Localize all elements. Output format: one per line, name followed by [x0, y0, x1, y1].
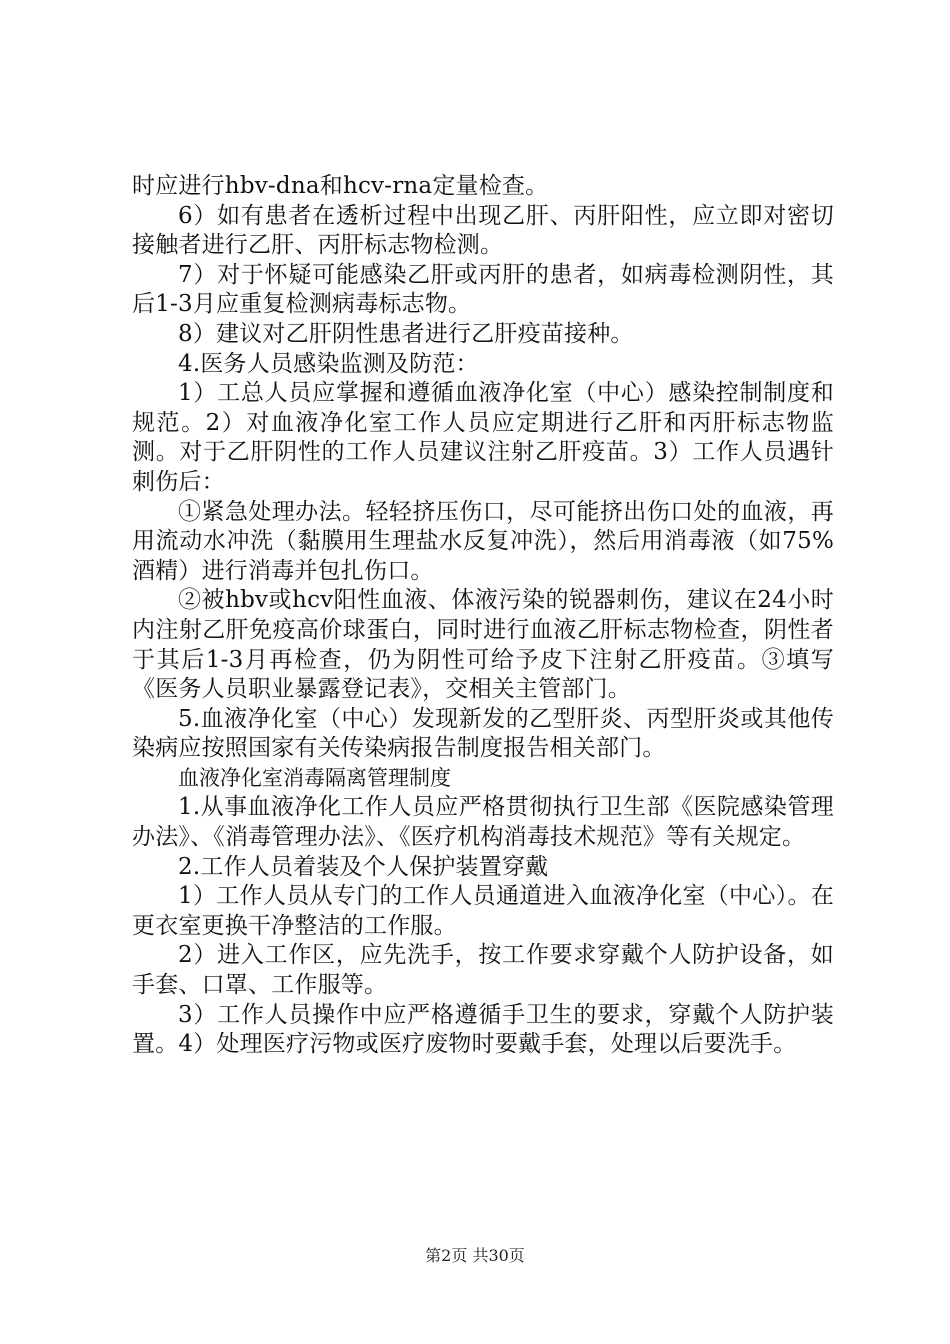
paragraph-4: 8）建议对乙肝阴性患者进行乙肝疫苗接种。: [178, 320, 634, 347]
paragraph-12: 1）工作人员从专门的工作人员通道进入血液净化室（中心）。在更衣室更换干净整洁的工作服。: [132, 883, 834, 939]
paragraph-5: 4.医务人员感染监测及防范：: [178, 350, 479, 377]
paragraph-1: 时应进行hbv-dna和hcv-rna定量检查。: [132, 173, 549, 199]
paragraph-7: ①紧急处理办法。轻轻挤压伤口，尽可能挤出伤口处的血液，再用流动水冲洗（黏膜用生理盐水反复冲洗），然后用消毒液（如75%酒精）进行消毒并包扎伤口。: [132, 498, 834, 584]
page-number-footer: 第2页 共30页: [425, 1246, 525, 1265]
paragraph-14: 3）工作人员操作中应严格遵循手卫生的要求，穿戴个人防护装置。4）处理医疗污物或医疗废物时要戴手套，处理以后要洗手。: [132, 1001, 834, 1058]
paragraph-13: 2）进入工作区，应先洗手，按工作要求穿戴个人防护设备，如手套、口罩、工作服等。: [132, 942, 834, 999]
paragraph-3: 7）对于怀疑可能感染乙肝或丙肝的患者，如病毒检测阴性，其后1-3月应重复检测病毒标志物。: [132, 261, 834, 318]
document-body: [132, 172, 834, 1060]
section-title: 血液净化室消毒隔离管理制度: [178, 765, 451, 790]
paragraph-6: 1）工总人员应掌握和遵循血液净化室（中心）感染控制制度和规范。2）对血液净化室工作人员应定期进行乙肝和丙肝标志物监测。对于乙肝阴性的工作人员建议注射乙肝疫苗。3）工作人员遇针刺伤后：: [132, 380, 834, 495]
paragraph-9: 5.血液净化室（中心）发现新发的乙型肝炎、丙型肝炎或其他传染病应按照国家有关传染病报告制度报告相关部门。: [132, 705, 834, 762]
paragraph-11: 2.工作人员着装及个人保护装置穿戴: [178, 853, 549, 880]
paragraph-2: 6）如有患者在透析过程中出现乙肝、丙肝阳性，应立即对密切接触者进行乙肝、丙肝标志物检测。: [132, 202, 834, 259]
paragraph-10: 1.从事血液净化工作人员应严格贯彻执行卫生部《医院感染管理办法》、《消毒管理办法》、《医疗机构消毒技术规范》等有关规定。: [132, 794, 834, 851]
paragraph-8: ②被hbv或hcv阳性血液、体液污染的锐器刺伤，建议在24小时内注射乙肝免疫高价球蛋白，同时进行血液乙肝标志物检查，阴性者于其后1-3月再检查，仍为阴性可给予皮下注射乙肝疫苗。③填写《医务人员职业暴露登记表》，交相关主管部门。: [132, 587, 834, 703]
